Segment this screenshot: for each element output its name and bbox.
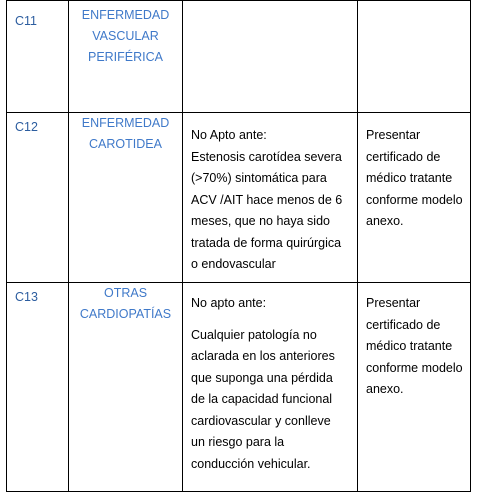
disease-cell [69,113,183,283]
row-code: C11 [15,14,38,28]
code-cell [7,1,69,113]
disease-cell [69,1,183,113]
criteria-text: No apto ante: Cualquier patología no aclarada en los anteriores que suponga una pérdida de la capacidad funcional cardiovascular y conlleve un riesgo para la conducción vehicular. [183,283,357,475]
action-cell [358,113,471,283]
row-code: C12 [15,120,38,134]
action-cell [358,1,471,113]
criteria-text: No Apto ante: Estenosis carotídea severa (>70%) sintomática para ACV /AIT hace menos de 6 meses, que no haya sido tratada de forma quirúrgica o endovascular [183,113,357,276]
criteria-cell [183,283,358,492]
criteria-cell [183,113,358,283]
code-cell [7,283,69,492]
action-cell [358,283,471,492]
action-text: Presentar certificado de médico tratante conforme modelo anexo. [366,296,463,396]
disease-cell [69,283,183,492]
action-text: Presentar certificado de médico tratante conforme modelo anexo. [366,128,463,228]
criteria-heading: No Apto ante: [191,128,267,142]
disease-name: OTRAS CARDIOPATÍAS [79,286,172,321]
table-row [7,1,471,113]
row-code: C13 [15,290,38,304]
criteria-cell [183,1,358,113]
disease-name: ENFERMEDAD VASCULAR PERIFÉRICA [81,8,170,64]
medical-criteria-table [6,0,471,492]
table-row [7,113,471,283]
table-row [7,283,471,492]
disease-name: ENFERMEDAD CAROTIDEA [81,116,170,151]
code-cell [7,113,69,283]
criteria-heading: No apto ante: [191,296,267,310]
